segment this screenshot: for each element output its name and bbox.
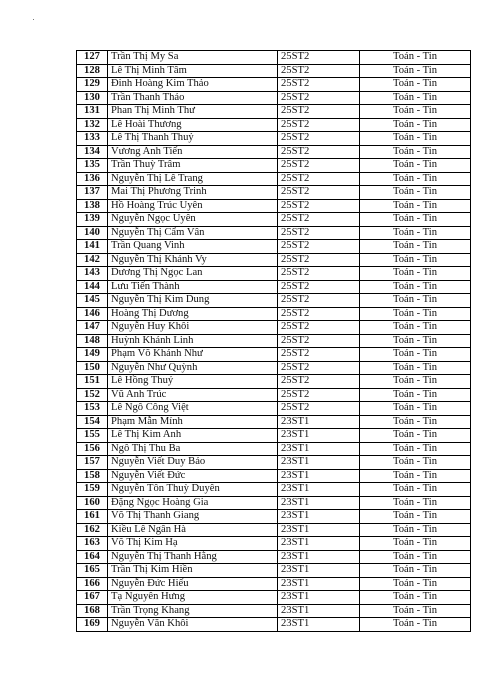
student-name-cell: Nguyễn Văn Khôi	[108, 618, 278, 632]
table-row	[77, 280, 471, 294]
row-number-cell: 162	[77, 523, 108, 537]
student-name-cell: Lê Hồng Thuý	[108, 375, 278, 389]
student-name-cell: Lưu Tiến Thành	[108, 280, 278, 294]
table-row	[77, 118, 471, 132]
table-row	[77, 267, 471, 281]
row-number-cell: 154	[77, 415, 108, 429]
table-row	[77, 78, 471, 92]
row-number-cell: 131	[77, 105, 108, 119]
table-row	[77, 388, 471, 402]
row-number-cell: 145	[77, 294, 108, 308]
class-code-cell: 25ST2	[278, 213, 360, 227]
student-roster-table	[76, 50, 471, 632]
student-name-cell: Phạm Võ Khánh Như	[108, 348, 278, 362]
row-number-cell: 159	[77, 483, 108, 497]
class-code-cell: 25ST2	[278, 51, 360, 65]
class-code-cell: 23ST1	[278, 577, 360, 591]
student-name-cell: Lê Hoài Thương	[108, 118, 278, 132]
class-code-cell: 25ST2	[278, 375, 360, 389]
table-row	[77, 591, 471, 605]
student-name-cell: Vương Anh Tiến	[108, 145, 278, 159]
table-row	[77, 51, 471, 65]
row-number-cell: 148	[77, 334, 108, 348]
row-number-cell: 164	[77, 550, 108, 564]
student-name-cell: Võ Thị Thanh Giang	[108, 510, 278, 524]
row-number-cell: 137	[77, 186, 108, 200]
class-code-cell: 25ST2	[278, 361, 360, 375]
table-row	[77, 145, 471, 159]
table-row	[77, 240, 471, 254]
table-row	[77, 294, 471, 308]
table-row	[77, 604, 471, 618]
table-row	[77, 469, 471, 483]
class-code-cell: 23ST1	[278, 564, 360, 578]
student-name-cell: Võ Thị Kim Hạ	[108, 537, 278, 551]
subject-cell: Toán - Tin	[360, 348, 471, 362]
student-name-cell: Nguyễn Đức Hiếu	[108, 577, 278, 591]
table-row	[77, 456, 471, 470]
class-code-cell: 23ST1	[278, 591, 360, 605]
row-number-cell: 147	[77, 321, 108, 335]
class-code-cell: 23ST1	[278, 618, 360, 632]
subject-cell: Toán - Tin	[360, 402, 471, 416]
subject-cell: Toán - Tin	[360, 213, 471, 227]
student-name-cell: Hồ Hoàng Trúc Uyên	[108, 199, 278, 213]
class-code-cell: 25ST2	[278, 280, 360, 294]
student-name-cell: Hoàng Thị Dương	[108, 307, 278, 321]
roster-table-body	[77, 51, 471, 632]
table-row	[77, 415, 471, 429]
table-row	[77, 186, 471, 200]
class-code-cell: 23ST1	[278, 550, 360, 564]
row-number-cell: 130	[77, 91, 108, 105]
class-code-cell: 25ST2	[278, 294, 360, 308]
side-margin-stamp	[476, 368, 486, 438]
class-code-cell: 25ST2	[278, 78, 360, 92]
row-number-cell: 127	[77, 51, 108, 65]
row-number-cell: 135	[77, 159, 108, 173]
subject-cell: Toán - Tin	[360, 469, 471, 483]
subject-cell: Toán - Tin	[360, 591, 471, 605]
student-name-cell: Đặng Ngọc Hoàng Gia	[108, 496, 278, 510]
student-name-cell: Nguyễn Thị Cẩm Vân	[108, 226, 278, 240]
subject-cell: Toán - Tin	[360, 550, 471, 564]
class-code-cell: 25ST2	[278, 132, 360, 146]
table-row	[77, 483, 471, 497]
row-number-cell: 155	[77, 429, 108, 443]
table-row	[77, 213, 471, 227]
row-number-cell: 139	[77, 213, 108, 227]
table-row	[77, 348, 471, 362]
student-name-cell: Nguyễn Thị Khánh Vy	[108, 253, 278, 267]
student-name-cell: Lê Thị Thanh Thuỷ	[108, 132, 278, 146]
table-row	[77, 334, 471, 348]
row-number-cell: 165	[77, 564, 108, 578]
table-row	[77, 510, 471, 524]
class-code-cell: 23ST1	[278, 469, 360, 483]
subject-cell: Toán - Tin	[360, 172, 471, 186]
student-name-cell: Trần Thanh Thảo	[108, 91, 278, 105]
subject-cell: Toán - Tin	[360, 361, 471, 375]
student-name-cell: Nguyễn Ngọc Uyên	[108, 213, 278, 227]
class-code-cell: 25ST2	[278, 91, 360, 105]
table-row	[77, 375, 471, 389]
table-row	[77, 199, 471, 213]
student-name-cell: Lê Ngô Công Việt	[108, 402, 278, 416]
table-row	[77, 132, 471, 146]
student-name-cell: Trần Thị My Sa	[108, 51, 278, 65]
table-row	[77, 172, 471, 186]
student-name-cell: Nguyễn Tôn Thuỳ Duyên	[108, 483, 278, 497]
row-number-cell: 142	[77, 253, 108, 267]
table-row	[77, 618, 471, 632]
subject-cell: Toán - Tin	[360, 442, 471, 456]
row-number-cell: 146	[77, 307, 108, 321]
row-number-cell: 151	[77, 375, 108, 389]
row-number-cell: 167	[77, 591, 108, 605]
subject-cell: Toán - Tin	[360, 132, 471, 146]
student-name-cell: Phạm Mẫn Mính	[108, 415, 278, 429]
row-number-cell: 166	[77, 577, 108, 591]
class-code-cell: 25ST2	[278, 172, 360, 186]
subject-cell: Toán - Tin	[360, 78, 471, 92]
student-name-cell: Mai Thị Phương Trinh	[108, 186, 278, 200]
subject-cell: Toán - Tin	[360, 523, 471, 537]
student-name-cell: Dương Thị Ngọc Lan	[108, 267, 278, 281]
class-code-cell: 25ST2	[278, 159, 360, 173]
subject-cell: Toán - Tin	[360, 226, 471, 240]
student-name-cell: Huỳnh Khánh Linh	[108, 334, 278, 348]
row-number-cell: 152	[77, 388, 108, 402]
row-number-cell: 132	[77, 118, 108, 132]
student-name-cell: Trần Trọng Khang	[108, 604, 278, 618]
class-code-cell: 25ST2	[278, 334, 360, 348]
subject-cell: Toán - Tin	[360, 334, 471, 348]
subject-cell: Toán - Tin	[360, 510, 471, 524]
class-code-cell: 25ST2	[278, 348, 360, 362]
student-name-cell: Lê Thị Kim Anh	[108, 429, 278, 443]
scan-speck	[33, 19, 34, 20]
class-code-cell: 25ST2	[278, 321, 360, 335]
subject-cell: Toán - Tin	[360, 415, 471, 429]
class-code-cell: 23ST1	[278, 510, 360, 524]
row-number-cell: 163	[77, 537, 108, 551]
subject-cell: Toán - Tin	[360, 537, 471, 551]
subject-cell: Toán - Tin	[360, 294, 471, 308]
subject-cell: Toán - Tin	[360, 429, 471, 443]
subject-cell: Toán - Tin	[360, 375, 471, 389]
subject-cell: Toán - Tin	[360, 118, 471, 132]
table-row	[77, 159, 471, 173]
row-number-cell: 153	[77, 402, 108, 416]
subject-cell: Toán - Tin	[360, 253, 471, 267]
class-code-cell: 25ST2	[278, 388, 360, 402]
subject-cell: Toán - Tin	[360, 280, 471, 294]
class-code-cell: 23ST1	[278, 456, 360, 470]
student-name-cell: Tạ Nguyên Hưng	[108, 591, 278, 605]
table-row	[77, 307, 471, 321]
row-number-cell: 128	[77, 64, 108, 78]
class-code-cell: 25ST2	[278, 253, 360, 267]
student-name-cell: Ngô Thị Thu Ba	[108, 442, 278, 456]
table-row	[77, 523, 471, 537]
student-name-cell: Trần Thuỳ Trâm	[108, 159, 278, 173]
row-number-cell: 157	[77, 456, 108, 470]
table-row	[77, 402, 471, 416]
row-number-cell: 160	[77, 496, 108, 510]
class-code-cell: 25ST2	[278, 402, 360, 416]
row-number-cell: 169	[77, 618, 108, 632]
subject-cell: Toán - Tin	[360, 159, 471, 173]
student-name-cell: Đinh Hoàng Kim Thảo	[108, 78, 278, 92]
subject-cell: Toán - Tin	[360, 604, 471, 618]
row-number-cell: 168	[77, 604, 108, 618]
class-code-cell: 25ST2	[278, 105, 360, 119]
subject-cell: Toán - Tin	[360, 483, 471, 497]
subject-cell: Toán - Tin	[360, 456, 471, 470]
class-code-cell: 25ST2	[278, 145, 360, 159]
row-number-cell: 133	[77, 132, 108, 146]
class-code-cell: 25ST2	[278, 226, 360, 240]
class-code-cell: 25ST2	[278, 64, 360, 78]
row-number-cell: 134	[77, 145, 108, 159]
row-number-cell: 150	[77, 361, 108, 375]
row-number-cell: 136	[77, 172, 108, 186]
student-name-cell: Nguyễn Viết Đức	[108, 469, 278, 483]
table-row	[77, 537, 471, 551]
table-row	[77, 429, 471, 443]
table-row	[77, 577, 471, 591]
row-number-cell: 161	[77, 510, 108, 524]
subject-cell: Toán - Tin	[360, 51, 471, 65]
table-row	[77, 564, 471, 578]
class-code-cell: 25ST2	[278, 307, 360, 321]
row-number-cell: 138	[77, 199, 108, 213]
table-row	[77, 550, 471, 564]
student-name-cell: Kiều Lê Ngân Hà	[108, 523, 278, 537]
table-row	[77, 226, 471, 240]
row-number-cell: 141	[77, 240, 108, 254]
table-row	[77, 91, 471, 105]
student-name-cell: Nguyễn Viết Duy Bảo	[108, 456, 278, 470]
subject-cell: Toán - Tin	[360, 267, 471, 281]
subject-cell: Toán - Tin	[360, 240, 471, 254]
row-number-cell: 149	[77, 348, 108, 362]
subject-cell: Toán - Tin	[360, 91, 471, 105]
subject-cell: Toán - Tin	[360, 321, 471, 335]
class-code-cell: 23ST1	[278, 429, 360, 443]
student-name-cell: Trần Quang Vinh	[108, 240, 278, 254]
subject-cell: Toán - Tin	[360, 64, 471, 78]
subject-cell: Toán - Tin	[360, 388, 471, 402]
class-code-cell: 23ST1	[278, 604, 360, 618]
row-number-cell: 156	[77, 442, 108, 456]
row-number-cell: 143	[77, 267, 108, 281]
class-code-cell: 25ST2	[278, 118, 360, 132]
student-name-cell: Phan Thị Minh Thư	[108, 105, 278, 119]
table-row	[77, 321, 471, 335]
table-row	[77, 253, 471, 267]
class-code-cell: 23ST1	[278, 442, 360, 456]
subject-cell: Toán - Tin	[360, 186, 471, 200]
table-row	[77, 442, 471, 456]
student-name-cell: Nguyễn Thị Thanh Hằng	[108, 550, 278, 564]
subject-cell: Toán - Tin	[360, 199, 471, 213]
student-name-cell: Nguyễn Thị Lê Trang	[108, 172, 278, 186]
subject-cell: Toán - Tin	[360, 145, 471, 159]
subject-cell: Toán - Tin	[360, 496, 471, 510]
student-name-cell: Nguyễn Như Quỳnh	[108, 361, 278, 375]
class-code-cell: 23ST1	[278, 415, 360, 429]
student-name-cell: Nguyễn Huy Khôi	[108, 321, 278, 335]
row-number-cell: 144	[77, 280, 108, 294]
class-code-cell: 25ST2	[278, 267, 360, 281]
class-code-cell: 23ST1	[278, 483, 360, 497]
class-code-cell: 25ST2	[278, 240, 360, 254]
student-name-cell: Trần Thị Kim Hiền	[108, 564, 278, 578]
table-row	[77, 64, 471, 78]
class-code-cell: 23ST1	[278, 537, 360, 551]
table-row	[77, 105, 471, 119]
class-code-cell: 25ST2	[278, 186, 360, 200]
subject-cell: Toán - Tin	[360, 564, 471, 578]
row-number-cell: 129	[77, 78, 108, 92]
subject-cell: Toán - Tin	[360, 105, 471, 119]
table-row	[77, 496, 471, 510]
class-code-cell: 23ST1	[278, 496, 360, 510]
class-code-cell: 23ST1	[278, 523, 360, 537]
student-name-cell: Vũ Anh Trúc	[108, 388, 278, 402]
row-number-cell: 158	[77, 469, 108, 483]
subject-cell: Toán - Tin	[360, 618, 471, 632]
row-number-cell: 140	[77, 226, 108, 240]
student-name-cell: Nguyễn Thị Kim Dung	[108, 294, 278, 308]
subject-cell: Toán - Tin	[360, 307, 471, 321]
student-name-cell: Lê Thị Minh Tâm	[108, 64, 278, 78]
class-code-cell: 25ST2	[278, 199, 360, 213]
subject-cell: Toán - Tin	[360, 577, 471, 591]
table-row	[77, 361, 471, 375]
